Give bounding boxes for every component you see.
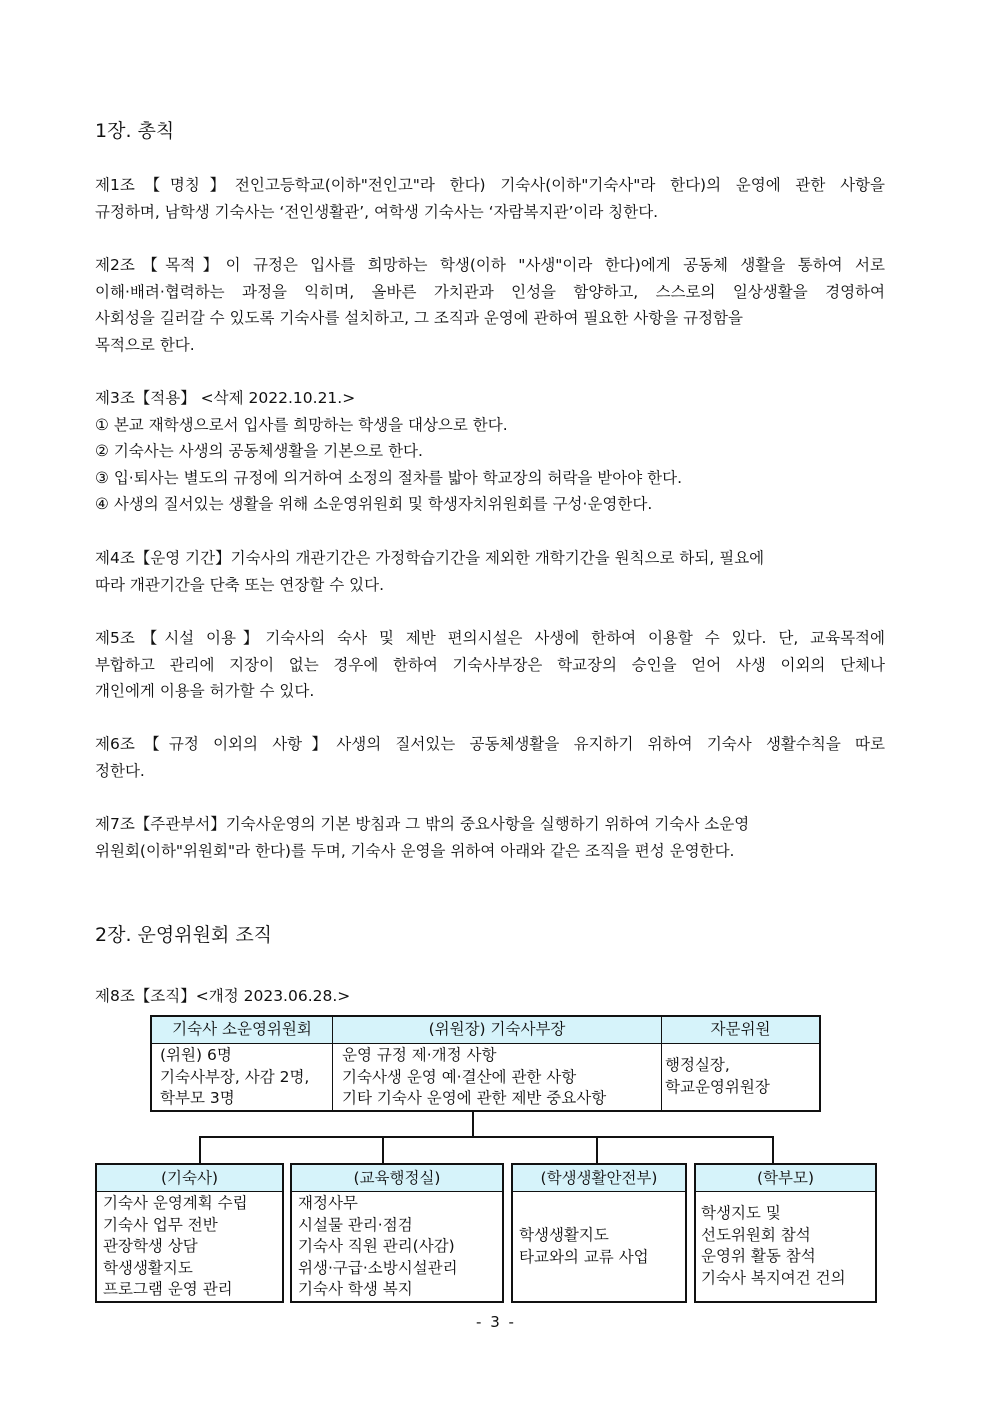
unit-item: 학생생활지도 <box>519 1226 609 1244</box>
article-5-line: 부합하고 관리에 지장이 없는 경우에 한하여 기숙사부장은 학교장의 승인을 얻어 사생 이외의 단체나 <box>95 655 885 674</box>
chapter-2-title: 2장. 운영위원회 조직 <box>95 924 273 946</box>
unit-items <box>103 1193 248 1301</box>
article-7-line: 위원회(이하"위원회"라 한다)를 두며, 기숙사 운영을 위하여 아래와 같은 조직을 편성 운영한다. <box>95 841 735 860</box>
unit-title: (기숙사) <box>97 1165 282 1192</box>
committee-header-advisors: 자문위원 <box>710 1020 771 1038</box>
article-5-line: 개인에게 이용을 허가할 수 있다. <box>95 682 315 700</box>
article-2-line: 이해·배려·협력하는 과정을 익히며, 올바른 가치관과 인성을 함양하고, 스스로의 일상생활을 경영하여 <box>95 282 885 301</box>
article-5-line: 제5조【시설 이용】기숙사의 숙사 및 제반 편의시설은 사생에 한하여 이용할 수 있다. 단, 교육목적에 <box>95 629 885 647</box>
unit-item: 기숙사 운영계획 수립 <box>103 1194 248 1212</box>
committee-duty-line: 기타 기숙사 운영에 관한 제반 중요사항 <box>342 1089 607 1107</box>
committee-member-line: 학부모 3명 <box>160 1089 235 1107</box>
unit-items <box>298 1193 458 1301</box>
unit-item: 프로그램 운영 관리 <box>103 1280 233 1298</box>
unit-item: 기숙사 학생 복지 <box>298 1280 413 1298</box>
article-3-line: 제3조【적용】 <삭제 2022.10.21.> <box>95 389 356 407</box>
article-2 <box>95 252 885 358</box>
committee-duties <box>342 1045 606 1110</box>
committee-advisor-line: 행정실장, <box>665 1056 730 1074</box>
article-6 <box>95 731 885 784</box>
org-connector <box>199 1136 773 1138</box>
unit-item: 운영위 활동 참석 <box>701 1247 816 1265</box>
unit-item: 기숙사 업무 전반 <box>103 1215 218 1234</box>
committee-header-name: 기숙사 소운영위원회 <box>172 1020 312 1038</box>
article-3-item: ④ 사생의 질서있는 생활을 위해 소운영위원회 및 학생자치위원회를 구성·운영한다. <box>95 495 653 513</box>
committee-duty-line: 운영 규정 제·개정 사항 <box>342 1046 497 1064</box>
unit-item: 기숙사 직원 관리(사감) <box>298 1237 455 1255</box>
unit-title: (학생생활안전부) <box>513 1165 685 1192</box>
unit-items <box>519 1225 649 1268</box>
committee-advisors <box>665 1055 770 1098</box>
article-8 <box>95 983 885 1010</box>
unit-item: 시설물 관리·점검 <box>298 1215 413 1234</box>
unit-item: 타교와의 교류 사업 <box>519 1247 649 1266</box>
article-3-item: ① 본교 재학생으로서 입사를 희망하는 학생을 대상으로 한다. <box>95 415 508 434</box>
article-3-item: ② 기숙사는 사생의 공동체생활을 기본으로 한다. <box>95 442 423 460</box>
unit-item: 위생·구급·소방시설관리 <box>298 1258 458 1277</box>
unit-title: (학부모) <box>696 1165 875 1192</box>
article-1 <box>95 172 885 225</box>
article-2-line: 제2조【목적】이 규정은 입사를 희망하는 학생(이하 "사생"이라 한다)에게 공동체 생활을 통하여 서로 <box>95 256 885 274</box>
article-1-line: 제1조【명칭】전인고등학교(이하"전인고"라 한다) 기숙사(이하"기숙사"라 한다)의 운영에 관한 사항을 <box>95 176 885 194</box>
org-connector <box>472 1112 474 1137</box>
article-4-line: 제4조【운영 기간】기숙사의 개관기간은 가정학습기간을 제외한 개학기간을 원칙으로 하되, 필요에 <box>95 549 765 567</box>
article-4 <box>95 545 885 598</box>
page-number: - 3 - <box>476 1313 516 1331</box>
article-2-line: 사회성을 길러갈 수 있도록 기숙사를 설치하고, 그 조직과 운영에 관하여 필요한 사항을 규정함을 <box>95 309 744 327</box>
org-connector <box>596 1136 598 1163</box>
article-8-line: 제8조【조직】<개정 2023.06.28.> <box>95 987 351 1005</box>
unit-item: 선도위원회 참석 <box>701 1225 811 1244</box>
unit-item: 기숙사 복지여건 건의 <box>701 1268 846 1287</box>
org-connector <box>772 1136 774 1163</box>
unit-item: 학생생활지도 <box>103 1258 193 1277</box>
unit-title: (교육행정실) <box>292 1165 502 1192</box>
article-6-line: 제6조【규정 이외의 사항】사생의 질서있는 공동체생활을 유지하기 위하여 기숙사 생활수칙을 따로 <box>95 735 885 753</box>
article-4-line: 따라 개관기간을 단축 또는 연장할 수 있다. <box>95 575 385 594</box>
article-6-line: 정한다. <box>95 761 145 780</box>
unit-item: 학생지도 및 <box>701 1204 781 1222</box>
committee-table <box>150 1015 821 1112</box>
article-1-line: 규정하며, 남학생 기숙사는 ‘전인생활관’, 여학생 기숙사는 ‘자람복지관’이라 칭한다. <box>95 202 659 221</box>
committee-members <box>160 1045 309 1110</box>
committee-advisor-line: 학교운영위원장 <box>665 1077 770 1096</box>
unit-student-safety <box>511 1163 687 1303</box>
article-7-line: 제7조【주관부서】기숙사운영의 기본 방침과 그 밖의 중요사항을 실행하기 위하여 기숙사 소운영 <box>95 815 750 833</box>
unit-admin-office <box>290 1163 504 1303</box>
committee-duty-line: 기숙사생 운영 예·결산에 관한 사항 <box>342 1067 577 1086</box>
chapter-1-title: 1장. 총칙 <box>95 120 175 142</box>
article-3 <box>95 385 885 518</box>
committee-member-line: 기숙사부장, 사감 2명, <box>160 1067 310 1086</box>
unit-parents <box>694 1163 877 1303</box>
org-connector <box>382 1136 384 1163</box>
article-2-line: 목적으로 한다. <box>95 335 195 354</box>
article-7 <box>95 811 885 864</box>
org-connector <box>199 1136 201 1163</box>
unit-dormitory <box>95 1163 284 1303</box>
committee-member-line: (위원) 6명 <box>160 1046 232 1064</box>
unit-item: 관장학생 상담 <box>103 1237 198 1255</box>
unit-item: 재정사무 <box>298 1194 358 1212</box>
article-5 <box>95 625 885 705</box>
article-3-item: ③ 입·퇴사는 별도의 규정에 의거하여 소정의 절차를 밟아 학교장의 허락을 받아야 한다. <box>95 468 683 487</box>
unit-items <box>701 1203 846 1289</box>
committee-header-chair: (위원장) 기숙사부장 <box>428 1020 566 1038</box>
